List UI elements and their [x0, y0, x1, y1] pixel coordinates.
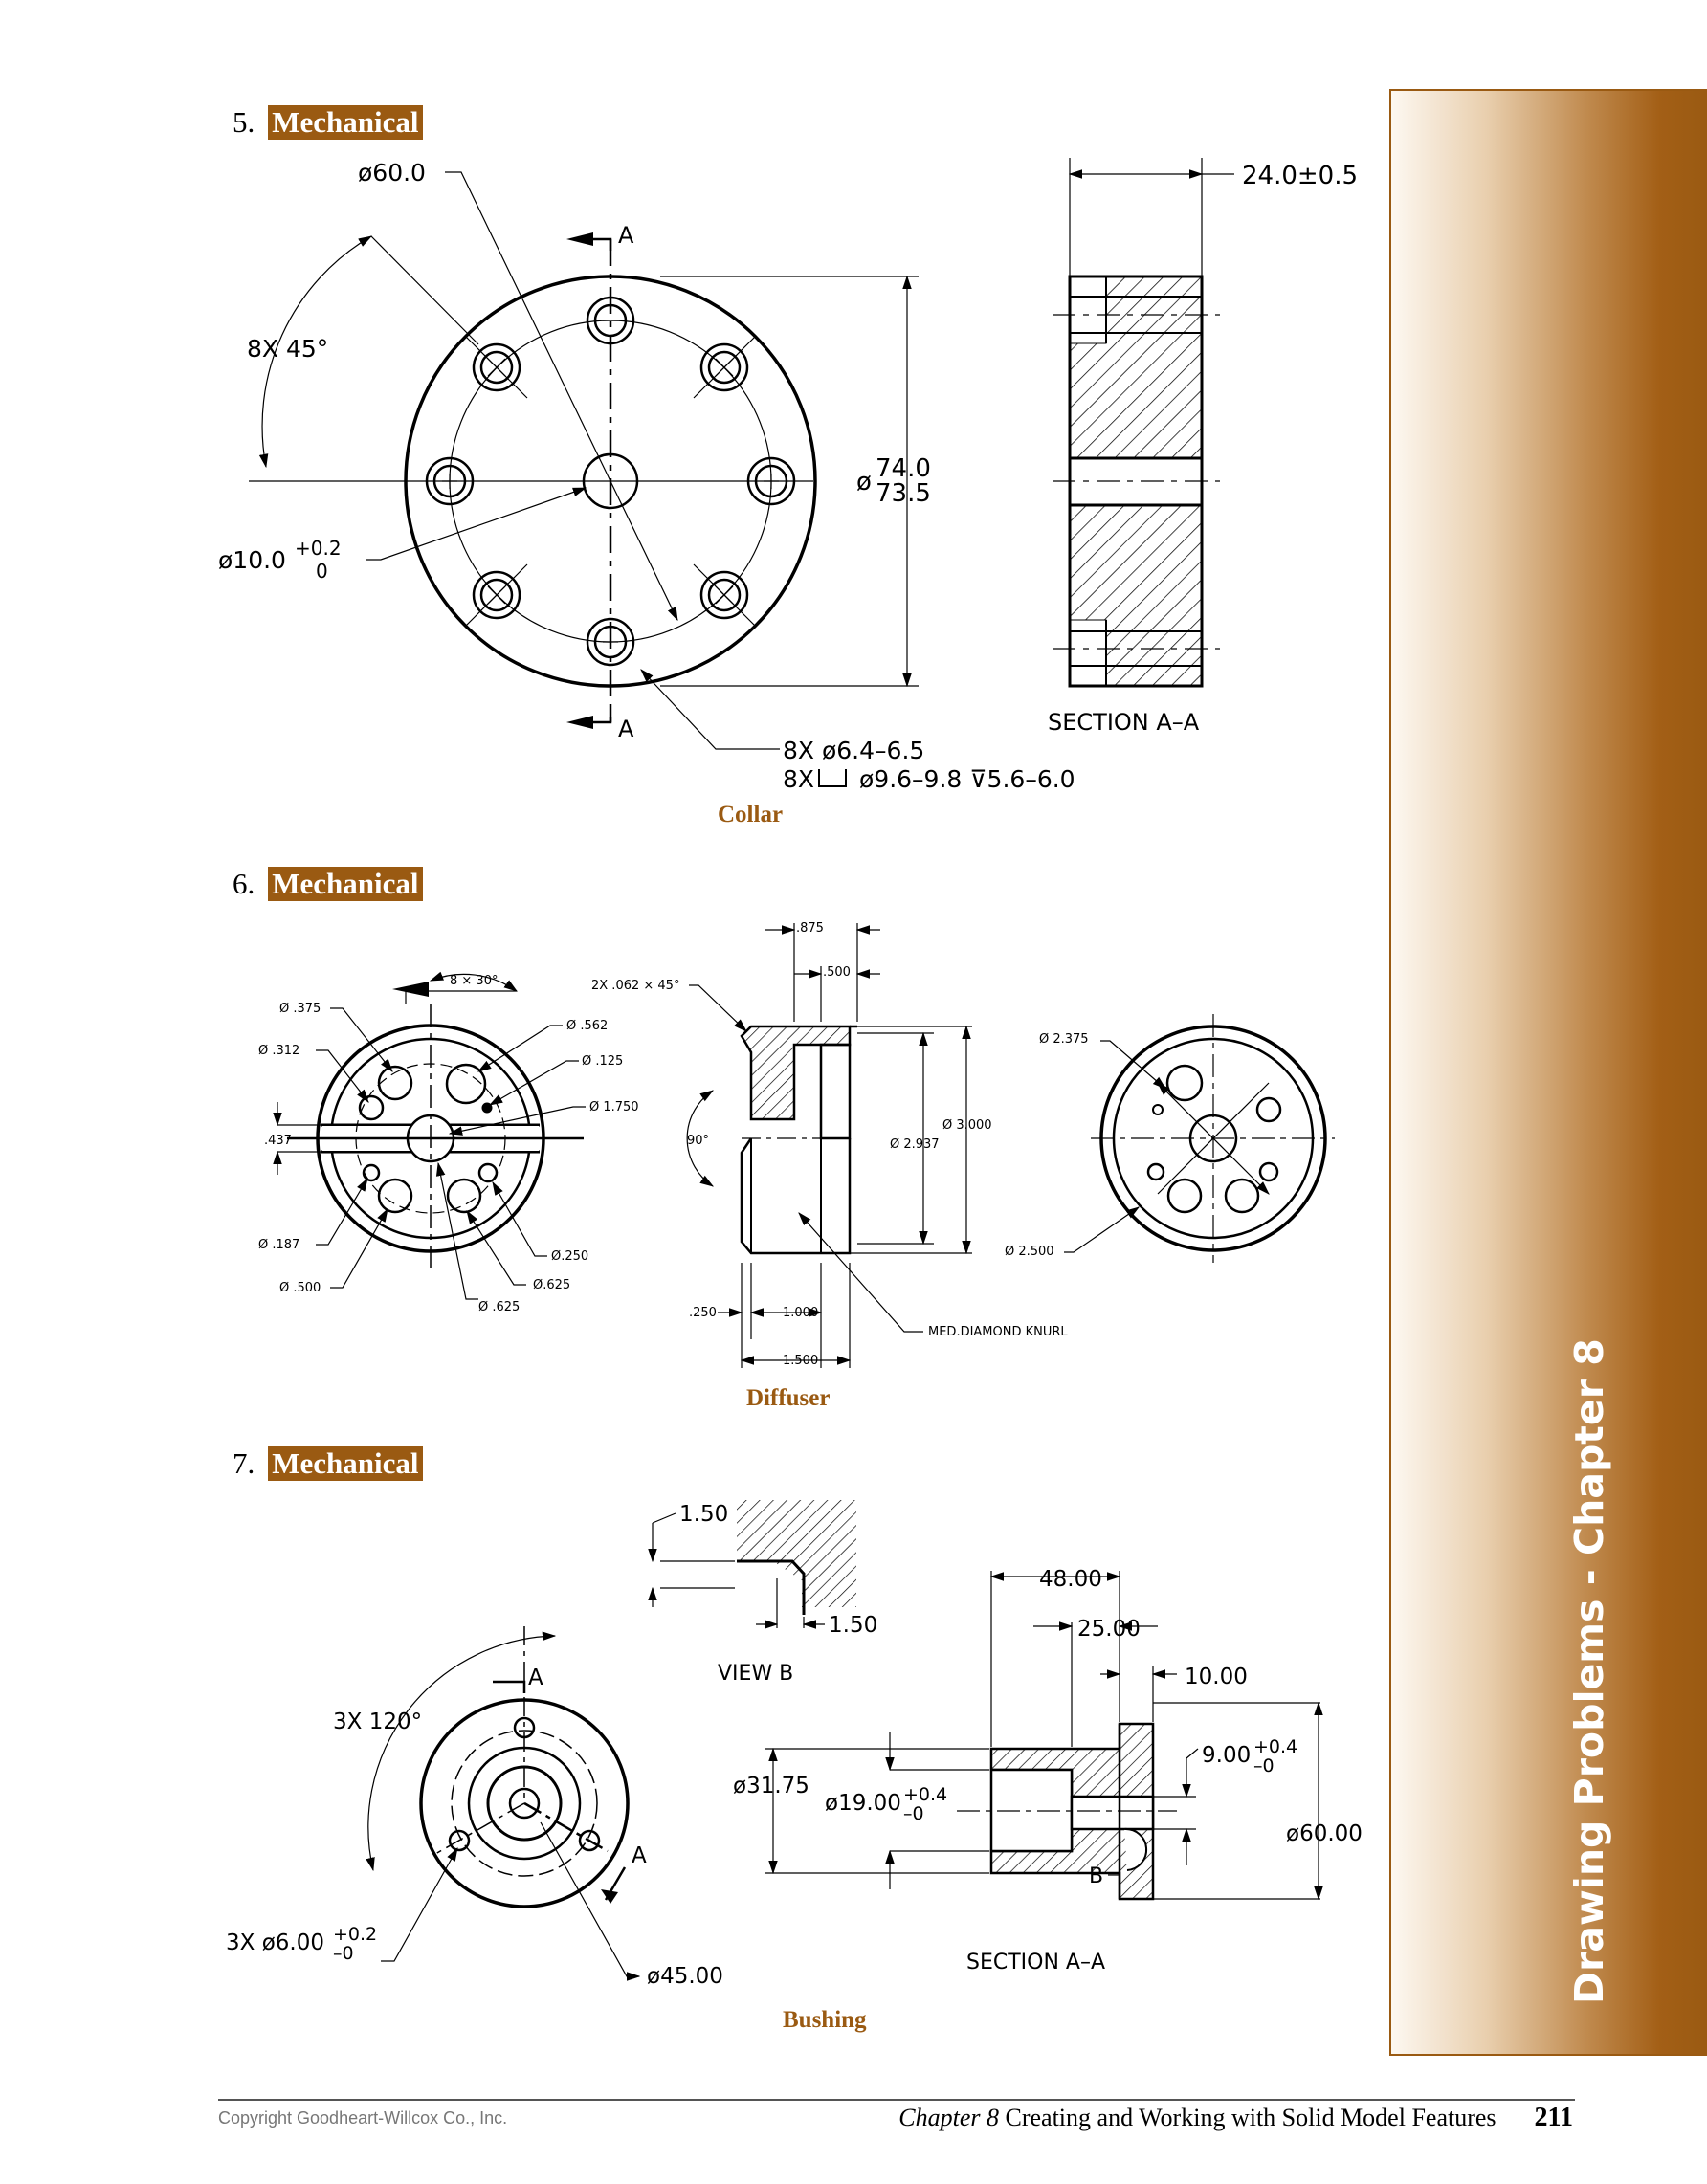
sidebar-title: Drawing Problems - Chapter 8 — [1566, 1338, 1612, 2004]
bushing-front-view — [368, 1626, 639, 1976]
detail-letter-b: B — [1089, 1864, 1104, 1888]
bushing-holes-tol-minus: –0 — [333, 1943, 354, 1964]
figure-caption-collar: Collar — [718, 802, 784, 827]
dim-label: 1.500 — [783, 1354, 819, 1368]
collar-hole-dia: ø10.0 — [218, 546, 286, 574]
bushing-holes-dim: 3X ø6.00 — [226, 1930, 324, 1955]
view-b-dim-2: 1.50 — [829, 1613, 878, 1638]
dim-label: Ø 3.000 — [942, 1118, 992, 1133]
dim-label: 2X .062 × 45° — [591, 979, 680, 993]
collar-hole-tol-minus: 0 — [316, 560, 328, 583]
running-footer — [898, 2103, 1573, 2133]
dim-label: .250 — [689, 1306, 717, 1320]
bushing-dia-45: ø45.00 — [647, 1964, 723, 1989]
section-dim-19-minus: –0 — [903, 1803, 924, 1824]
section-dim-10: 10.00 — [1185, 1665, 1248, 1689]
problem-number: 7. — [233, 1446, 255, 1480]
dim-label: .500 — [823, 965, 851, 980]
section-dim-9: 9.00 — [1202, 1743, 1252, 1768]
view-b-label: VIEW B — [718, 1662, 794, 1686]
problem-number: 5. — [233, 105, 255, 139]
section-dim-25: 25.00 — [1077, 1617, 1141, 1642]
section-dim-60: ø60.00 — [1286, 1821, 1363, 1846]
dim-label: Ø 1.750 — [589, 1100, 639, 1114]
section-dim-48: 48.00 — [1039, 1567, 1102, 1592]
category-tag: Mechanical — [268, 867, 422, 901]
dim-label: .437 — [264, 1134, 292, 1148]
section-arrow-icon — [566, 232, 593, 246]
dim-label: MED.DIAMOND KNURL — [928, 1325, 1068, 1339]
section-arrow-icon — [601, 1889, 618, 1904]
collar-front-view — [249, 172, 919, 749]
collar-od-symbol: ø — [856, 468, 872, 496]
bushing-holes-tol-plus: +0.2 — [333, 1924, 378, 1945]
collar-width-dim: 24.0±0.5 — [1242, 162, 1359, 190]
collar-od-max: 74.0 — [876, 454, 931, 483]
dim-label: Ø .625 — [478, 1300, 521, 1314]
dim-label: Ø .375 — [279, 1002, 321, 1016]
dim-label: Ø.625 — [533, 1278, 571, 1292]
dim-label: Ø .187 — [258, 1238, 300, 1252]
collar-section-view — [1053, 158, 1234, 686]
category-tag: Mechanical — [268, 105, 422, 140]
chapter-label: Chapter 8 — [898, 2104, 999, 2131]
collar-angle: 8X 45° — [247, 335, 329, 363]
collar-od-min: 73.5 — [876, 479, 931, 508]
dim-label: Ø 2.500 — [1005, 1245, 1054, 1259]
dim-label: Ø.250 — [551, 1249, 589, 1264]
dim-label: Ø .562 — [566, 1019, 609, 1033]
bushing-section-label: SECTION A–A — [966, 1951, 1106, 1974]
problem-number: 6. — [233, 867, 255, 900]
collar-holes-note-1: 8X ø6.4–6.5 — [783, 737, 925, 764]
section-dim-19: ø19.00 — [825, 1791, 901, 1816]
section-letter: A — [618, 716, 634, 742]
chapter-title: Creating and Working with Solid Model Features — [1005, 2104, 1496, 2131]
counterbore-icon — [819, 769, 846, 786]
collar-holes-note-2-prefix: 8X — [783, 765, 815, 793]
page-number: 211 — [1534, 2103, 1573, 2132]
section-arrow-icon — [566, 716, 593, 729]
figure-caption-diffuser: Diffuser — [746, 1385, 831, 1411]
collar-section-label: SECTION A–A — [1048, 709, 1200, 736]
copyright: Copyright Goodheart-Willcox Co., Inc. — [218, 2108, 508, 2128]
dim-label: 8 × 30° — [450, 974, 499, 988]
section-dim-3175: ø31.75 — [733, 1774, 809, 1798]
figure-caption-bushing: Bushing — [783, 2007, 867, 2033]
dim-label: Ø .500 — [279, 1281, 321, 1295]
section-dim-9-minus: –0 — [1253, 1755, 1275, 1776]
collar-holes-note-2: ø9.6–9.8 ⊽5.6–6.0 — [859, 765, 1075, 793]
diffuser-end-view — [1064, 1014, 1335, 1263]
dim-label: .875 — [796, 921, 824, 936]
view-arrow-icon — [392, 982, 429, 997]
view-b-dim-1: 1.50 — [679, 1502, 729, 1527]
section-letter: A — [632, 1843, 647, 1868]
category-tag: Mechanical — [268, 1446, 422, 1481]
collar-dia-60: ø60.0 — [358, 159, 426, 187]
dim-label: Ø .125 — [582, 1054, 624, 1069]
section-dim-9-plus: +0.4 — [1253, 1736, 1298, 1757]
collar-hole-tol-plus: +0.2 — [295, 537, 342, 560]
dim-label: 90° — [687, 1134, 710, 1148]
section-dim-19-plus: +0.4 — [903, 1784, 948, 1805]
section-letter: A — [618, 222, 634, 249]
dim-label: Ø .312 — [258, 1044, 300, 1058]
dim-label: Ø 2.937 — [890, 1137, 940, 1152]
section-letter: A — [528, 1666, 543, 1690]
footer-rule — [218, 2099, 1575, 2101]
dim-label: 1.000 — [783, 1306, 819, 1320]
dim-label: Ø 2.375 — [1039, 1032, 1089, 1047]
bushing-angle: 3X 120° — [333, 1710, 423, 1734]
